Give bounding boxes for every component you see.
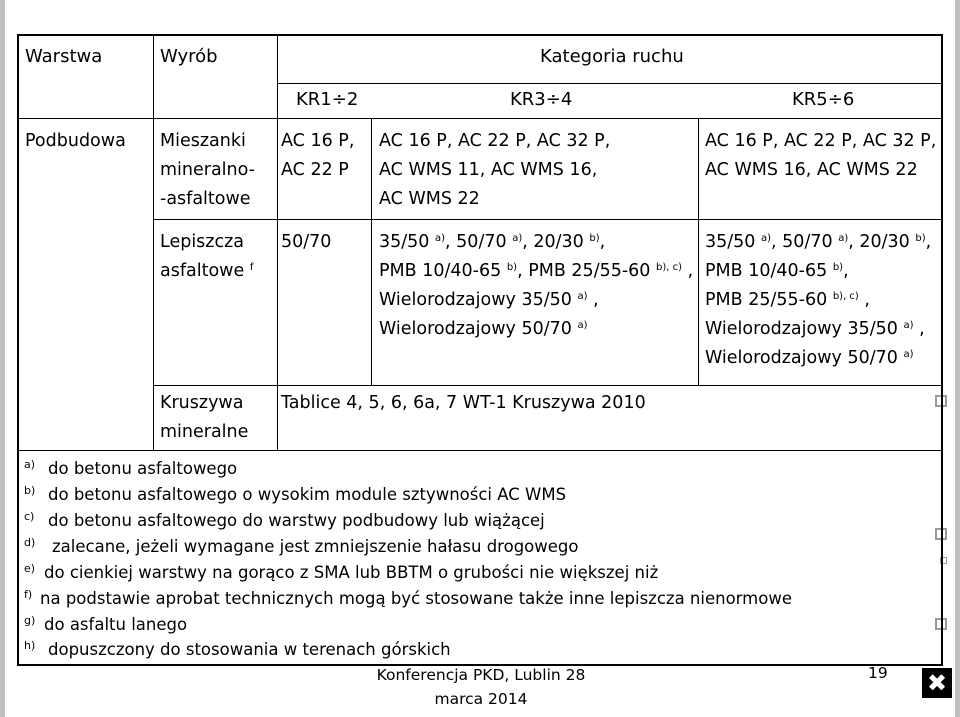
row-divider bbox=[153, 385, 941, 386]
header-kr5-6: KR5÷6 bbox=[792, 89, 855, 110]
lepiszcza-kr3-line3: Wielorodzajowy 35/50 $^{a)}$ , bbox=[379, 290, 599, 310]
product-lepiszcza-line2: asfaltowe $^f$ bbox=[160, 261, 254, 281]
lepiszcza-kr5-line5: Wielorodzajowy 50/70 $^{a)}$ bbox=[705, 348, 914, 368]
footnote-text: zalecane, jeżeli wymagane jest zmniejszenie hałasu drogowego bbox=[52, 537, 579, 556]
col-divider bbox=[277, 36, 278, 450]
header-kr3-4: KR3÷4 bbox=[510, 89, 573, 110]
footnote-text: do betonu asfaltowego bbox=[48, 459, 238, 478]
mieszanki-kr5-line1: AC 16 P, AC 22 P, AC 32 P, bbox=[705, 131, 937, 151]
footnote-letter: a) bbox=[24, 458, 36, 471]
mieszanki-kr1-line1: AC 16 P, bbox=[281, 131, 355, 151]
product-kruszywa-line1: Kruszywa bbox=[160, 393, 244, 413]
header-wyrob: Wyrób bbox=[160, 46, 218, 67]
footnote-letter: h) bbox=[24, 639, 36, 652]
footnote-letter: b) bbox=[24, 484, 36, 497]
mieszanki-kr1-line2: AC 22 P bbox=[281, 160, 349, 180]
mieszanki-kr3-line1: AC 16 P, AC 22 P, AC 32 P, bbox=[379, 131, 611, 151]
col-divider bbox=[153, 36, 154, 450]
lepiszcza-kr5-line2: PMB 10/40-65 $^{b)}$, bbox=[705, 261, 849, 281]
product-lepiszcza-line1: Lepiszcza bbox=[160, 232, 245, 252]
row-divider bbox=[153, 219, 941, 220]
lepiszcza-kr1: 50/70 bbox=[281, 232, 332, 252]
footnote-letter: d) bbox=[24, 536, 36, 549]
footnote-text: do cienkiej warstwy na gorąco z SMA lub BBTM o grubości nie większej niż bbox=[44, 563, 659, 582]
kruszywa-value: Tablice 4, 5, 6, 6a, 7 WT-1 Kruszywa 2010 bbox=[281, 393, 646, 413]
row-divider bbox=[19, 450, 941, 451]
lepiszcza-kr5-line1: 35/50 $^{a)}$, 50/70 $^{a)}$, 20/30 $^{b)}$, bbox=[705, 232, 932, 252]
footnote-text: do asfaltu lanego bbox=[44, 615, 188, 634]
mieszanki-kr3-line3: AC WMS 22 bbox=[379, 189, 480, 209]
close-icon[interactable]: ✖ bbox=[922, 668, 952, 698]
footnote-text: do betonu asfaltowego do warstwy podbudowy lub wiążącej bbox=[48, 511, 545, 530]
product-mieszanki-line2: mineralno- bbox=[160, 160, 255, 180]
lepiszcza-kr3-line1: 35/50 $^{a)}$, 50/70 $^{a)}$, 20/30 $^{b)}$, bbox=[379, 232, 606, 252]
product-mieszanki-line1: Mieszanki bbox=[160, 131, 246, 151]
lepiszcza-kr5-line4: Wielorodzajowy 35/50 $^{a)}$ , bbox=[705, 319, 925, 339]
page-number: 19 bbox=[868, 664, 888, 682]
lepiszcza-kr5-line3: PMB 25/55-60 $^{b), c)}$ , bbox=[705, 290, 870, 310]
footnote-letter: e) bbox=[24, 562, 36, 575]
slide-frame-left bbox=[0, 0, 5, 717]
col-divider bbox=[698, 118, 699, 385]
footnote-text: dopuszczony do stosowania w terenach górskich bbox=[48, 640, 451, 659]
footnote-letter: c) bbox=[24, 510, 35, 523]
footnote-text: na podstawie aprobat technicznych mogą być stosowane także inne lepiszcza nienormowe bbox=[40, 589, 792, 608]
mieszanki-kr5-line2: AC WMS 16, AC WMS 22 bbox=[705, 160, 918, 180]
footnote-text: do betonu asfaltowego o wysokim module sztywności AC WMS bbox=[48, 485, 567, 504]
header-divider bbox=[277, 83, 941, 84]
footnote-letter: g) bbox=[24, 614, 36, 627]
row-label-podbudowa: Podbudowa bbox=[25, 131, 126, 151]
slide-frame-right bbox=[955, 0, 960, 717]
header-kategoria-ruchu: Kategoria ruchu bbox=[540, 46, 684, 67]
lepiszcza-kr3-line4: Wielorodzajowy 50/70 $^{a)}$ bbox=[379, 319, 588, 339]
lepiszcza-kr3-line2: PMB 10/40-65 $^{b)}$, PMB 25/55-60 $^{b), c)}$ , bbox=[379, 261, 694, 281]
col-divider bbox=[371, 118, 372, 385]
product-mieszanki-line3: -asfaltowe bbox=[160, 189, 251, 209]
footnote-letter: f) bbox=[24, 588, 33, 601]
product-kruszywa-line2: mineralne bbox=[160, 422, 249, 442]
row-divider bbox=[19, 118, 941, 119]
header-kr1-2: KR1÷2 bbox=[296, 89, 359, 110]
mieszanki-kr3-line2: AC WMS 11, AC WMS 16, bbox=[379, 160, 598, 180]
footer-conference: Konferencja PKD, Lublin 28 marca 2014 bbox=[376, 666, 586, 708]
header-warstwa: Warstwa bbox=[25, 46, 103, 67]
